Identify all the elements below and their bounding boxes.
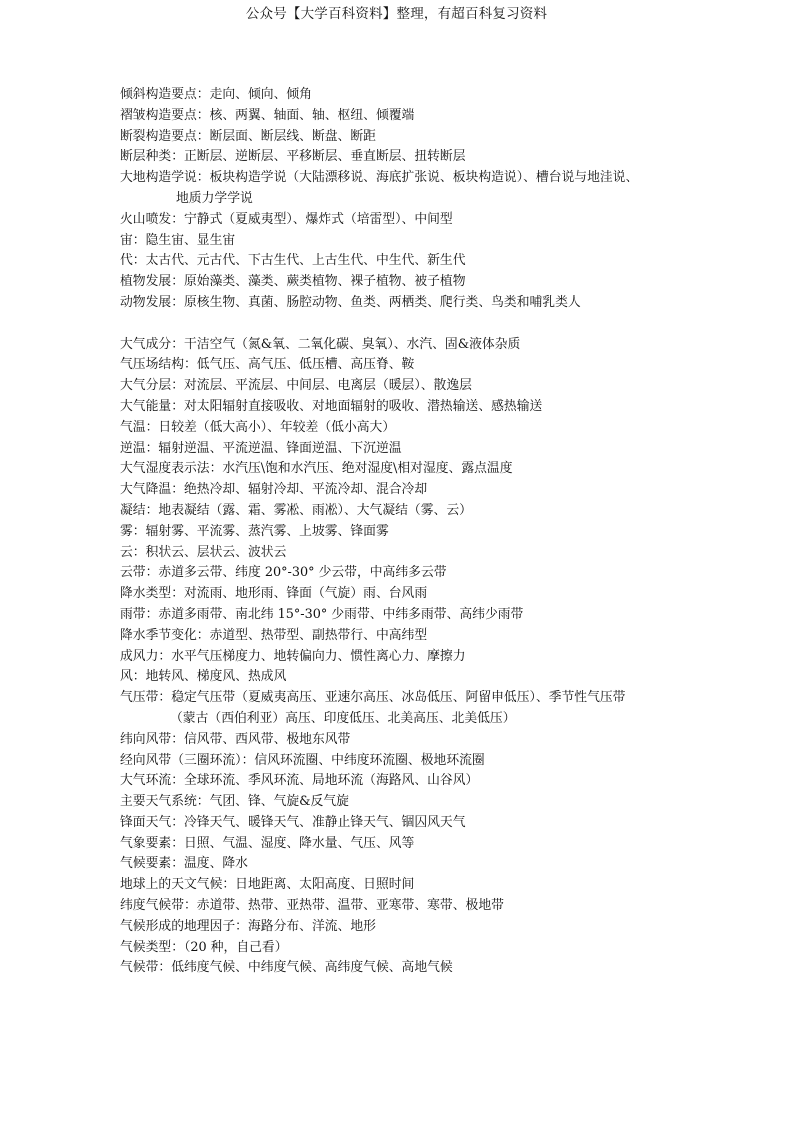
text-line: 代：太古代、元古代、下古生代、上古生代、中生代、新生代: [120, 253, 466, 269]
text-line: 气候形成的地理因子：海路分布、洋流、地形: [120, 918, 376, 934]
page-header: 公众号【大学百科资料】整理，有超百科复习资料: [245, 6, 548, 22]
text-line: 云带：赤道多云带、纬度 20°-30° 少云带，中高纬多云带: [120, 565, 447, 581]
text-line: 气候要素：温度、降水: [120, 856, 248, 872]
text-line: 气温：日较差（低大高小）、年较差（低小高大）: [120, 419, 396, 435]
text-line: 断裂构造要点：断层面、断层线、断盘、断距: [120, 128, 376, 144]
text-line: 火山喷发：宁静式（夏威夷型）、爆炸式（培雷型）、中间型: [120, 211, 453, 227]
text-line: 大气降温：绝热冷却、辐射冷却、平流冷却、混合冷却: [120, 482, 428, 498]
text-line: 成风力：水平气压梯度力、地转偏向力、惯性离心力、摩擦力: [120, 648, 466, 664]
text-line: 气象要素：日照、气温、湿度、降水量、气压、风等: [120, 835, 415, 851]
text-line: 大地构造学说：板块构造学说（大陆漂移说、海底扩张说、板块构造说）、槽台说与地洼说、: [120, 170, 639, 186]
text-line: 植物发展：原始藻类、藻类、蕨类植物、裸子植物、被子植物: [120, 274, 466, 290]
text-line: 雾：辐射雾、平流雾、蒸汽雾、上坡雾、锋面雾: [120, 523, 389, 539]
text-line: 动物发展：原核生物、真菌、肠腔动物、鱼类、两栖类、爬行类、鸟类和哺乳类人: [120, 294, 581, 310]
text-line: 气压场结构：低气压、高气压、低压槽、高压脊、鞍: [120, 357, 415, 373]
text-line: 降水季节变化：赤道型、热带型、副热带行、中高纬型: [120, 627, 428, 643]
text-line: 降水类型：对流雨、地形雨、锋面（气旋）雨、台风雨: [120, 586, 428, 602]
section-spacer: [120, 314, 720, 335]
text-line: 褶皱构造要点：核、两翼、轴面、轴、枢纽、倾覆端: [120, 107, 415, 123]
text-line: 地球上的天文气候：日地距离、太阳高度、日照时间: [120, 877, 415, 893]
text-line: 气候带：低纬度气候、中纬度气候、高纬度气候、高地气候: [120, 960, 453, 976]
text-line: 大气分层：对流层、平流层、中间层、电离层（暖层）、散逸层: [120, 378, 472, 394]
text-line: 纬度气候带：赤道带、热带、亚热带、温带、亚寒带、寒带、极地带: [120, 898, 504, 914]
text-line: 气压带：稳定气压带（夏威夷高压、亚速尔高压、冰岛低压、阿留申低压）、季节性气压带: [120, 690, 626, 706]
text-line-continuation: （蒙古（西伯利亚）高压、印度低压、北美高压、北美低压）: [170, 710, 516, 726]
text-line: 经向风带（三圈环流）：信风环流圈、中纬度环流圈、极地环流圈: [120, 752, 485, 768]
text-line: 大气环流：全球环流、季风环流、局地环流（海路风、山谷风）: [120, 773, 479, 789]
text-line: 断层种类：正断层、逆断层、平移断层、垂直断层、扭转断层: [120, 149, 466, 165]
text-line-continuation: 地质力学学说: [176, 190, 253, 206]
text-line: 凝结：地表凝结（露、霜、雾凇、雨凇）、大气凝结（雾、云）: [120, 502, 472, 518]
text-line: 大气能量：对太阳辐射直接吸收、对地面辐射的吸收、潜热输送、感热输送: [120, 398, 543, 414]
text-line: 主要天气系统：气团、锋、气旋&反气旋: [120, 794, 349, 810]
text-line: 大气湿度表示法：水汽压\饱和水汽压、绝对湿度\相对湿度、露点温度: [120, 461, 513, 477]
text-line: 大气成分：干洁空气（氮&氧、二氧化碳、臭氧）、水汽、固&液体杂质: [120, 336, 521, 352]
text-line: 逆温：辐射逆温、平流逆温、锋面逆温、下沉逆温: [120, 440, 402, 456]
text-line: 云：积状云、层状云、波状云: [120, 544, 287, 560]
document-body: [120, 85, 720, 979]
text-line: 宙：隐生宙、显生宙: [120, 232, 236, 248]
text-line: 风：地转风、梯度风、热成风: [120, 669, 287, 685]
text-line: 气候类型：（20 种，自己看）: [120, 939, 288, 955]
text-line: 雨带：赤道多雨带、南北纬 15°-30° 少雨带、中纬多雨带、高纬少雨带: [120, 606, 524, 622]
text-line: 倾斜构造要点：走向、倾向、倾角: [120, 87, 312, 102]
text-line: 锋面天气：冷锋天气、暖锋天气、准静止锋天气、锢囚风天气: [120, 814, 466, 830]
text-line: 纬向风带：信风带、西风带、极地东风带: [120, 731, 351, 747]
